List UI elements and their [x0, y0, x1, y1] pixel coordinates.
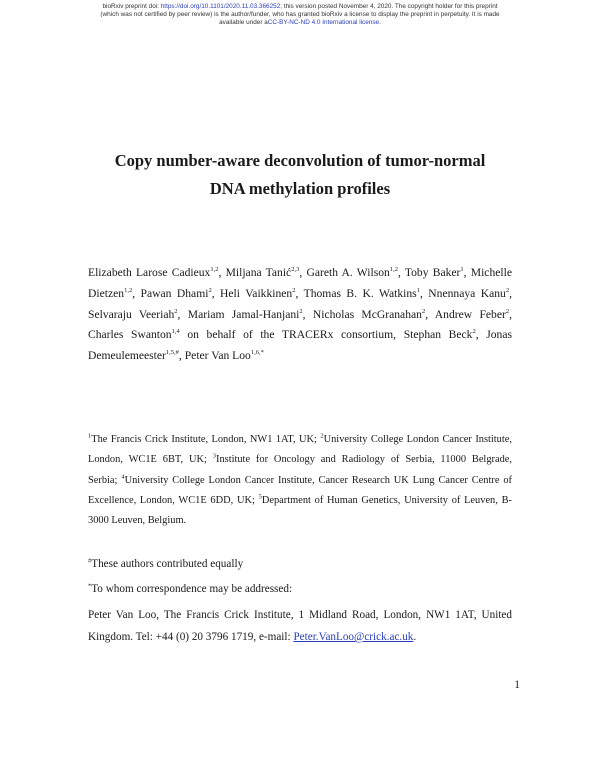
author-name: Mariam Jamal-Hanjani — [187, 307, 300, 321]
author-name: Pawan Dhami — [140, 286, 209, 300]
preprint-banner — [30, 3, 570, 28]
page-number: 1 — [514, 679, 520, 691]
title-line-1: Copy number-aware deconvolution of tumor-normal — [114, 151, 486, 170]
banner-line-1: bioRxiv preprint doi: https://doi.org/10.1101/2020.11.03.366252; this version posted November 4, 2020. The copyright holder for this preprint — [102, 3, 498, 10]
author-name: Miljana Tanić — [225, 266, 292, 279]
paper-title — [60, 147, 540, 203]
banner-line-3: available under aCC-BY-NC-ND 4.0 International license. — [219, 19, 381, 27]
author-affiliation: 1,6,* — [250, 349, 264, 357]
author-name: Stephan Beck — [403, 328, 473, 342]
doi-link[interactable]: https://doi.org/10.1101/2020.11.03.366252 — [160, 3, 281, 10]
author-affiliation: 1 — [416, 286, 420, 294]
author-name-part: Jonas — [486, 328, 513, 342]
author-line-2: Dietzen$^{1,2}$, Pawan Dhami$^2$, Heli Vaikkinen$^2$, Thomas B. K. Watkins$^1$, Nnennaya Kanu$^2$, — [88, 286, 512, 300]
correspondence-line-2: Kingdom. Tel: +44 (0) 20 3796 1719, e-mail: Peter.VanLoo@crick.ac.uk. — [88, 631, 417, 643]
author-affiliation: 2 — [505, 307, 510, 315]
equal-contribution-note: #These authors contributed equally — [88, 557, 244, 570]
author-name: Charles Swanton — [88, 328, 172, 342]
author-name: Andrew Feber — [434, 307, 506, 321]
author-name: Nicholas McGranahan — [312, 307, 422, 321]
author-name-part: Michelle — [470, 266, 512, 279]
author-affiliation: 2 — [472, 328, 476, 336]
author-affiliation: 1,2 — [210, 266, 219, 274]
author-affiliation: 2 — [174, 307, 178, 315]
author-name-part: Demeulemeester — [88, 349, 166, 363]
affiliation-line: 3000 Leuven, Belgium. — [88, 515, 187, 527]
author-name: Elizabeth Larose Cadieux — [88, 266, 211, 279]
author-name: Peter Van Loo — [184, 349, 251, 363]
correspondence-line-1: Peter Van Loo, The Francis Crick Institute, 1 Midland Road, London, NW1 1AT, United — [88, 609, 512, 621]
author-affiliation: 1,2 — [389, 266, 398, 274]
author-list — [88, 263, 512, 367]
correspondence-note: *To whom correspondence may be addressed: — [88, 582, 293, 595]
author-affiliation: 2 — [208, 286, 212, 294]
author-line-4: Charles Swanton$^{1,4}$ on behalf of the TRACERx consortium, Stephan Beck$^2$, Jonas — [88, 328, 513, 342]
author-affiliation: 2 — [421, 307, 426, 315]
author-name: Nnennaya Kanu — [428, 286, 506, 300]
author-affiliation: 1 — [460, 266, 464, 274]
author-name: Thomas B. K. Watkins — [303, 286, 417, 300]
title-line-2: DNA methylation profiles — [209, 179, 391, 198]
equal-symbol: # — [88, 557, 92, 565]
license-link[interactable]: CC-BY-NC-ND 4.0 International license — [267, 19, 380, 27]
affiliations — [88, 430, 512, 531]
affiliation-line: Excellence, London, WC1E 6DD, UK; $^5$Department of Human Genetics, University of Leuven, B- — [88, 493, 512, 506]
author-affiliation: 2 — [292, 286, 296, 294]
author-name: Heli Vaikkinen — [220, 286, 293, 300]
correspondence-details — [88, 604, 512, 648]
corr-symbol: * — [88, 582, 92, 590]
author-affiliation: 2 — [299, 307, 303, 315]
author-affiliation: 2,3 — [291, 266, 300, 274]
affiliation-line: Serbia; $^4$University College London Cancer Institute, Cancer Research UK Lung Cancer Centre of — [88, 473, 512, 486]
author-name: Selvaraju Veeriah — [88, 307, 175, 321]
consortium-note: on behalf of the TRACERx consortium, — [187, 328, 397, 342]
banner-line-2: (which was not certified by peer review) is the author/funder, who has granted bioRxiv a license to display the preprint in perpetuity. It is made — [100, 11, 500, 19]
author-line-3: Selvaraju Veeriah$^2$, Mariam Jamal-Hanjani$^2$, Nicholas McGranahan$^2$, Andrew Feber$^2$, — [88, 307, 512, 321]
author-name: Toby Baker — [404, 266, 461, 279]
author-name: Gareth A. Wilson — [306, 266, 390, 279]
affiliation-line: $^1$The Francis Crick Institute, London, NW1 1AT, UK; $^2$University College London Cancer Institute, — [88, 432, 512, 445]
author-affiliation: 1,4 — [171, 328, 180, 336]
author-line-5: Demeulemeester$^{1,5,\#}$, Peter Van Loo$^{1,6,*}$ — [88, 349, 264, 363]
author-line-1: Elizabeth Larose Cadieux$^{1,2}$, Miljana Tanić$^{2,3}$, Gareth A. Wilson$^{1,2}$, Toby Baker$^1$, Michelle — [88, 266, 512, 279]
author-affiliation: 2 — [505, 286, 510, 294]
affiliation-line: London, WC1E 6BT, UK; $^3$Institute for Oncology and Radiology of Serbia, 11000 Belgrade, — [88, 452, 512, 466]
author-affiliation: 1,2 — [124, 286, 133, 294]
author-name-part: Dietzen — [88, 286, 125, 300]
author-affiliation: 1,5,# — [165, 349, 179, 357]
email-link[interactable]: Peter.VanLoo@crick.ac.uk — [293, 631, 414, 643]
